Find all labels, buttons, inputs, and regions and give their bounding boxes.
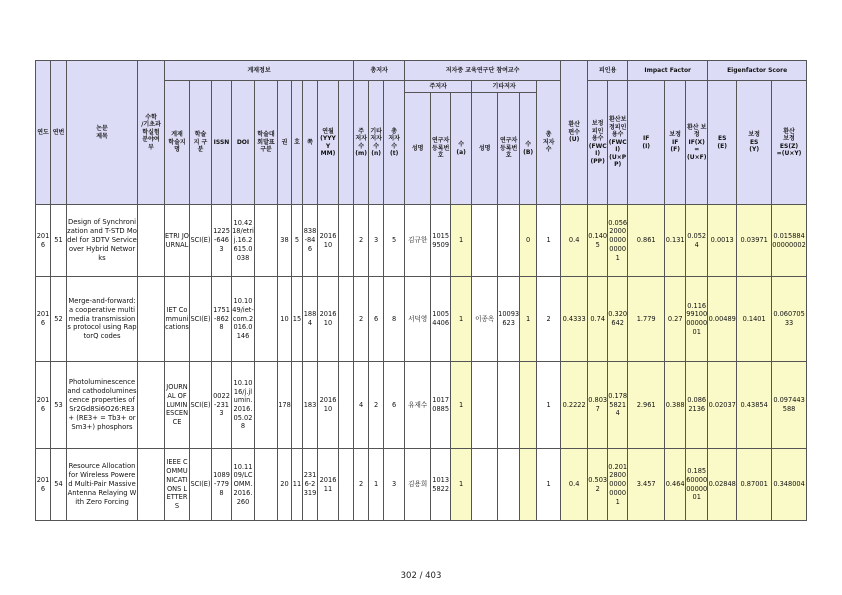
cell-z: 0.348004 xyxy=(772,449,807,521)
cell-subject xyxy=(255,277,278,362)
cell-b: 0 xyxy=(520,205,537,277)
header-citation: 피인용 xyxy=(588,61,628,81)
cell-page: 838-846 xyxy=(303,205,318,277)
cell-journal: JOURNAL OF LUMINESCENCE xyxy=(165,362,190,449)
cell-t: 6 xyxy=(384,362,405,449)
cell-y: 0.1401 xyxy=(737,277,772,362)
cell-t: 5 xyxy=(384,205,405,277)
cell-name2 xyxy=(472,449,498,521)
cell-reg2 xyxy=(498,362,520,449)
cell-z: 0.097443588 xyxy=(772,362,807,449)
cell-a: 1 xyxy=(451,277,472,362)
cell-i: 1.779 xyxy=(628,277,665,362)
header-page: 쪽 xyxy=(303,81,318,205)
cell-u: 0.4 xyxy=(561,205,588,277)
cell-title: Photoluminescence and cathodoluminescence properties of Sr2Gd8Si6O26:RE3+ (RE3+ = Tb3+ or Sm3+) phosphors xyxy=(67,362,138,449)
cell-name2: 이종옥 xyxy=(472,277,498,362)
cell-dummy xyxy=(339,277,354,362)
cell-y: 0.43854 xyxy=(737,362,772,449)
cell-date: 201610 xyxy=(318,362,339,449)
cell-u: 0.4333 xyxy=(561,277,588,362)
cell-u: 0.2222 xyxy=(561,362,588,449)
header-year: 연도 xyxy=(36,61,51,205)
header-reg1: 연구자 등록번 호 xyxy=(431,93,451,205)
header-es-conv: 환산 보정 ES(Z) =(U×Y) xyxy=(772,81,807,205)
header-pub-info: 게재정보 xyxy=(165,61,354,81)
cell-t: 3 xyxy=(384,449,405,521)
cell-math-field xyxy=(138,205,165,277)
header-author-count: 총저자 xyxy=(354,61,405,81)
cell-upp: 0.2012800000000001 xyxy=(608,449,628,521)
cell-title: Merge-and-forward: a cooperative multimedia transmissions protocol using RaptorQ codes xyxy=(67,277,138,362)
cell-math-field xyxy=(138,362,165,449)
table-row xyxy=(36,449,807,521)
cell-upp: 0.320642 xyxy=(608,277,628,362)
cell-reg2: 10093623 xyxy=(498,277,520,362)
cell-seq: 54 xyxy=(51,449,67,521)
cell-e: 0.02848 xyxy=(708,449,737,521)
cell-n: 6 xyxy=(369,277,384,362)
cell-z: 0.01588400000002 xyxy=(772,205,807,277)
cell-e: 0.02037 xyxy=(708,362,737,449)
cell-doi: 10.1109/LCOMM.2016.260 xyxy=(232,449,255,521)
header-if-adj: 보정 IF (F) xyxy=(665,81,686,205)
header-name2: 성명 xyxy=(472,93,498,205)
cell-vol: 178 xyxy=(278,362,292,449)
cell-i: 0.861 xyxy=(628,205,665,277)
cell-reg1: 10135822 xyxy=(431,449,451,521)
cell-i: 3.457 xyxy=(628,449,665,521)
header-class: 학술 지 구 분 xyxy=(190,81,212,205)
header-other-author: 기타 저자 수 (n) xyxy=(369,81,384,205)
cell-reg2 xyxy=(498,449,520,521)
cell-seq: 51 xyxy=(51,205,67,277)
cell-doi: 10.4218/etrij.16.2615.0038 xyxy=(232,205,255,277)
cell-name2 xyxy=(472,205,498,277)
header-seq: 연번 xyxy=(51,61,67,205)
cell-e: 0.0013 xyxy=(708,205,737,277)
cell-title: Design of Synchronization and T-STD Model for 3DTV Service over Hybrid Networks xyxy=(67,205,138,277)
cell-x: 0.0862136 xyxy=(686,362,708,449)
cell-year: 2016 xyxy=(36,205,51,277)
header-vol: 권 xyxy=(278,81,292,205)
header-es-adj: 보정 ES (Y) xyxy=(737,81,772,205)
cell-page: 1884 xyxy=(303,277,318,362)
cell-pp: 0.5032 xyxy=(588,449,608,521)
cell-date: 201611 xyxy=(318,449,339,521)
cell-class: SCI(E) xyxy=(190,277,212,362)
cell-n: 2 xyxy=(369,362,384,449)
cell-doi: 10.1049/iet-com.2016.0146 xyxy=(232,277,255,362)
cell-b xyxy=(520,449,537,521)
header-fwci: 보정 피인 용수 (FWC I) (PP) xyxy=(588,81,608,205)
cell-m: 2 xyxy=(354,205,369,277)
cell-date: 201610 xyxy=(318,205,339,277)
cell-journal: IEEE COMMUNICATIONS LETTERS xyxy=(165,449,190,521)
cell-class: SCI(E) xyxy=(190,205,212,277)
cell-issn: 1225-6463 xyxy=(212,205,232,277)
header-fwci-conv: 환산보 정피인 용수 (FWCI) (U×PP) xyxy=(608,81,628,205)
cell-issn: 1089-7798 xyxy=(212,449,232,521)
header-issue: 호 xyxy=(292,81,303,205)
cell-dummy xyxy=(339,449,354,521)
cell-a: 1 xyxy=(451,205,472,277)
cell-date: 201610 xyxy=(318,277,339,362)
cell-b xyxy=(520,362,537,449)
cell-subject xyxy=(255,205,278,277)
cell-f: 0.27 xyxy=(665,277,686,362)
header-main-author: 주 저자 수 (m) xyxy=(354,81,369,205)
cell-dummy xyxy=(339,205,354,277)
cell-vol: 38 xyxy=(278,205,292,277)
cell-subject xyxy=(255,362,278,449)
header-cnt2: 수 (B) xyxy=(520,93,537,205)
cell-journal: IET Communications xyxy=(165,277,190,362)
table-row xyxy=(36,205,807,277)
cell-total: 1 xyxy=(537,362,561,449)
cell-issue xyxy=(292,362,303,449)
cell-t: 8 xyxy=(384,277,405,362)
cell-issn: 1751-8628 xyxy=(212,277,232,362)
cell-reg1: 10054406 xyxy=(431,277,451,362)
cell-total: 1 xyxy=(537,205,561,277)
cell-f: 0.388 xyxy=(665,362,686,449)
cell-reg2 xyxy=(498,205,520,277)
cell-doi: 10.1016/j.jlumin.2016.05.028 xyxy=(232,362,255,449)
cell-subject xyxy=(255,449,278,521)
cell-a: 1 xyxy=(451,362,472,449)
table-row xyxy=(36,277,807,362)
header-eigen: Eigenfactor Score xyxy=(708,61,807,81)
cell-vol: 20 xyxy=(278,449,292,521)
cell-m: 4 xyxy=(354,362,369,449)
cell-f: 0.464 xyxy=(665,449,686,521)
cell-name1: 김규한 xyxy=(405,205,431,277)
cell-f: 0.131 xyxy=(665,205,686,277)
cell-class: SCI(E) xyxy=(190,449,212,521)
cell-name1: 유재수 xyxy=(405,362,431,449)
cell-math-field xyxy=(138,277,165,362)
cell-title: Resource Allocation for Wireless Powered Multi-Pair Massive Antenna Relaying With Zero Forcing xyxy=(67,449,138,521)
cell-name2 xyxy=(472,362,498,449)
header-if: IF (I) xyxy=(628,81,665,205)
header-subject: 학술대 회발표 구분 xyxy=(255,81,278,205)
cell-page: 2316-2319 xyxy=(303,449,318,521)
cell-seq: 53 xyxy=(51,362,67,449)
cell-total: 2 xyxy=(537,277,561,362)
cell-reg1: 10159509 xyxy=(431,205,451,277)
header-reg2: 연구자 등록번 호 xyxy=(498,93,520,205)
header-total-author: 총 저자 수 (t) xyxy=(384,81,405,205)
header-main-group: 주저자 xyxy=(405,81,472,93)
cell-reg1: 10170885 xyxy=(431,362,451,449)
cell-journal: ETRI JOURNAL xyxy=(165,205,190,277)
cell-issue: 11 xyxy=(292,449,303,521)
header-total-prof: 총 저자 수 xyxy=(537,81,561,205)
cell-math-field xyxy=(138,449,165,521)
table-row xyxy=(36,362,807,449)
header-dummy xyxy=(339,81,354,205)
document-table-container xyxy=(35,60,807,521)
cell-class: SCI(E) xyxy=(190,362,212,449)
cell-dummy xyxy=(339,362,354,449)
cell-issue: 5 xyxy=(292,205,303,277)
cell-year: 2016 xyxy=(36,362,51,449)
cell-x: 0.116991000000001 xyxy=(686,277,708,362)
header-other-group: 기타저자 xyxy=(472,81,537,93)
header-research: 저자중 교육연구단 참여교수 xyxy=(405,61,561,81)
header-if-conv: 환산 보정 IF(X) = (U×F) xyxy=(686,81,708,205)
header-cnt1: 수 (a) xyxy=(451,93,472,205)
cell-u: 0.4 xyxy=(561,449,588,521)
cell-x: 0.185600000000001 xyxy=(686,449,708,521)
cell-page: 183 xyxy=(303,362,318,449)
cell-z: 0.06070533 xyxy=(772,277,807,362)
cell-year: 2016 xyxy=(36,449,51,521)
header-issn: ISSN xyxy=(212,81,232,205)
cell-b: 1 xyxy=(520,277,537,362)
cell-y: 0.87001 xyxy=(737,449,772,521)
header-date: 연월 (YYYY MM) xyxy=(318,81,339,205)
page-number: 302 / 403 xyxy=(400,571,442,581)
cell-a: 1 xyxy=(451,449,472,521)
cell-issn: 0022-2313 xyxy=(212,362,232,449)
header-doi: DOI xyxy=(232,81,255,205)
cell-x: 0.0524 xyxy=(686,205,708,277)
cell-name1: 김용희 xyxy=(405,449,431,521)
cell-e: 0.00489 xyxy=(708,277,737,362)
cell-m: 2 xyxy=(354,449,369,521)
cell-vol: 10 xyxy=(278,277,292,362)
cell-pp: 0.74 xyxy=(588,277,608,362)
cell-pp: 0.1405 xyxy=(588,205,608,277)
header-journal: 게재 학술지 명 xyxy=(165,81,190,205)
cell-total: 1 xyxy=(537,449,561,521)
header-conv: 환산 편수 (U) xyxy=(561,61,588,205)
cell-i: 2.961 xyxy=(628,362,665,449)
cell-n: 3 xyxy=(369,205,384,277)
header-es: ES (E) xyxy=(708,81,737,205)
publication-table xyxy=(35,60,807,521)
header-title: 논문 제목 xyxy=(67,61,138,205)
cell-seq: 52 xyxy=(51,277,67,362)
header-name1: 성명 xyxy=(405,93,431,205)
cell-issue: 15 xyxy=(292,277,303,362)
cell-upp: 0.17858214 xyxy=(608,362,628,449)
header-math-field: 수학 /기초과 학실험 분야여 부 xyxy=(138,61,165,205)
cell-upp: 0.0562000000000001 xyxy=(608,205,628,277)
cell-year: 2016 xyxy=(36,277,51,362)
table-body xyxy=(36,205,807,521)
cell-y: 0.03971 xyxy=(737,205,772,277)
cell-pp: 0.8037 xyxy=(588,362,608,449)
cell-m: 2 xyxy=(354,277,369,362)
cell-name1: 서덕영 xyxy=(405,277,431,362)
cell-n: 1 xyxy=(369,449,384,521)
header-impact: Impact Factor xyxy=(628,61,708,81)
